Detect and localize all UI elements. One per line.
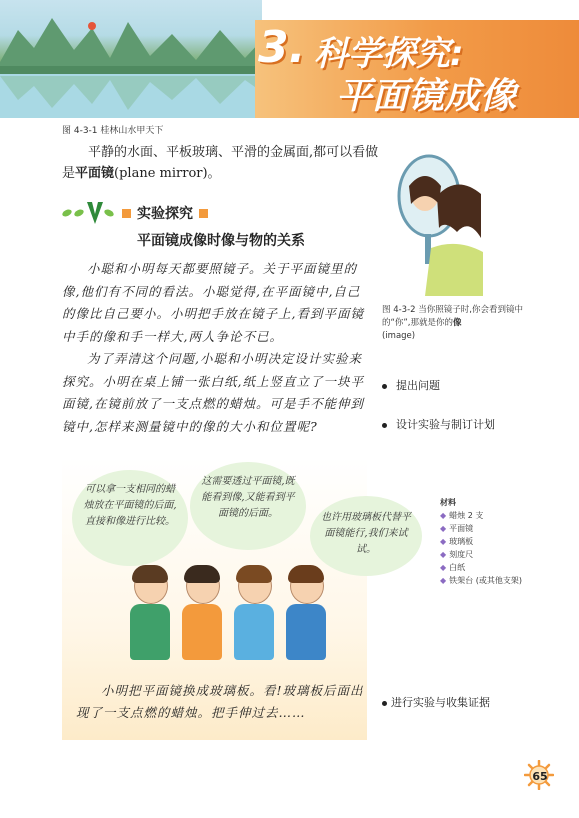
story-caption: [76, 680, 366, 724]
material-item: [440, 548, 540, 561]
photo-caption: 图 4-3-1 桂林山水甲天下: [62, 126, 164, 136]
material-item: [440, 535, 540, 548]
section-title-line1: 科学探究:: [314, 34, 464, 74]
diamond-bullet-icon: ◆: [440, 550, 447, 559]
figure-caption-bold: 像: [453, 318, 462, 328]
step-label: 进行实验与收集证据: [391, 696, 490, 709]
intro-paragraph: [62, 142, 380, 184]
material-label: 刻度尺: [449, 550, 474, 559]
material-item: [440, 522, 540, 535]
square-bullet-icon: [122, 209, 131, 218]
step-label: 设计实验与制订计划: [396, 418, 495, 431]
student-1: [124, 568, 176, 668]
materials-list: [440, 496, 540, 587]
section-title-line2: 平面镜成像: [336, 76, 517, 117]
step-conduct-experiment: [382, 694, 490, 710]
v-emblem-icon: [86, 200, 104, 226]
intro-text: 平静的水面、平板玻璃、平滑的金属面,都可以看做是: [62, 145, 379, 181]
material-label: 铁架台 (或其他支架): [449, 576, 522, 585]
speech-bubble-1: 可以拿一支相同的蜡烛放在平面镜的后面,直接和像进行比较。: [72, 470, 188, 566]
landscape-illustration: [0, 0, 262, 118]
bullet-icon: [382, 701, 387, 706]
material-label: 白纸: [449, 563, 466, 572]
experiment-label: 实验探究: [137, 206, 193, 222]
story-caption-text: 小明把平面镜换成玻璃板。看!玻璃板后面出现了一支点燃的蜡烛。把手伸过去……: [76, 683, 364, 720]
diamond-bullet-icon: ◆: [440, 524, 447, 533]
student-4: [280, 568, 332, 668]
material-label: 玻璃板: [449, 537, 474, 546]
mirror-illustration: [395, 148, 483, 296]
story-paragraph-2: 为了弄清这个问题,小聪和小明决定设计实验来探究。小明在桌上铺一张白纸,纸上竖直立了一块平面镜,在镜前放了一支点燃的蜡烛。可是手不能伸到镜中,怎样来测量镜中的像的大小和位置呢?: [62, 351, 364, 434]
material-item: [440, 561, 540, 574]
intro-text-after: (plane mirror)。: [114, 166, 221, 181]
diamond-bullet-icon: ◆: [440, 576, 447, 585]
material-label: 蜡烛 2 支: [449, 511, 484, 520]
girl-mirror-illustration: [395, 148, 483, 296]
leaf-icon: [103, 208, 115, 218]
bullet-icon: [382, 384, 387, 389]
step-design-experiment: [382, 416, 495, 432]
material-item: [440, 574, 540, 587]
step-ask-question: [382, 377, 440, 393]
figure-caption-suffix: (image): [382, 331, 416, 341]
story-text: [62, 258, 367, 438]
page-number: 65: [532, 770, 548, 783]
leaf-icon: [61, 208, 73, 218]
square-bullet-icon: [199, 209, 208, 218]
material-item: [440, 509, 540, 522]
materials-heading: 材料: [440, 498, 456, 507]
student-3: [228, 568, 280, 668]
speech-bubble-3: 也许用玻璃板代替平面镜能行,我们来试试。: [310, 496, 422, 576]
figure-caption-text: 图 4-3-2 当你照镜子时,你会看到镜中的“你”,那就是你的: [382, 305, 523, 328]
speech-bubble-2: 这需要透过平面镜,既能看到像,又能看到平面镜的后面。: [190, 462, 306, 550]
guilin-landscape-photo: [0, 0, 262, 118]
figure-caption: [382, 304, 532, 343]
story-paragraph-1: 小聪和小明每天都要照镜子。关于平面镜里的像,他们有不同的看法。小聪觉得,在平面镜中,自己的像比自己要小。小明把手放在镜子上,看到平面镜中手的像和手一样大,两人争论不已。: [62, 261, 364, 344]
bullet-icon: [382, 423, 387, 428]
section-number: 3.: [258, 22, 306, 73]
experiment-heading: [62, 199, 214, 227]
intro-bold-term: 平面镜: [75, 166, 115, 181]
material-label: 平面镜: [449, 524, 474, 533]
student-2: [176, 568, 228, 668]
diamond-bullet-icon: ◆: [440, 537, 447, 546]
step-label: 提出问题: [396, 379, 440, 392]
leaf-icon: [73, 208, 85, 218]
diamond-bullet-icon: ◆: [440, 563, 447, 572]
diamond-bullet-icon: ◆: [440, 511, 447, 520]
experiment-subtitle: 平面镜成像时像与物的关系: [137, 233, 305, 249]
